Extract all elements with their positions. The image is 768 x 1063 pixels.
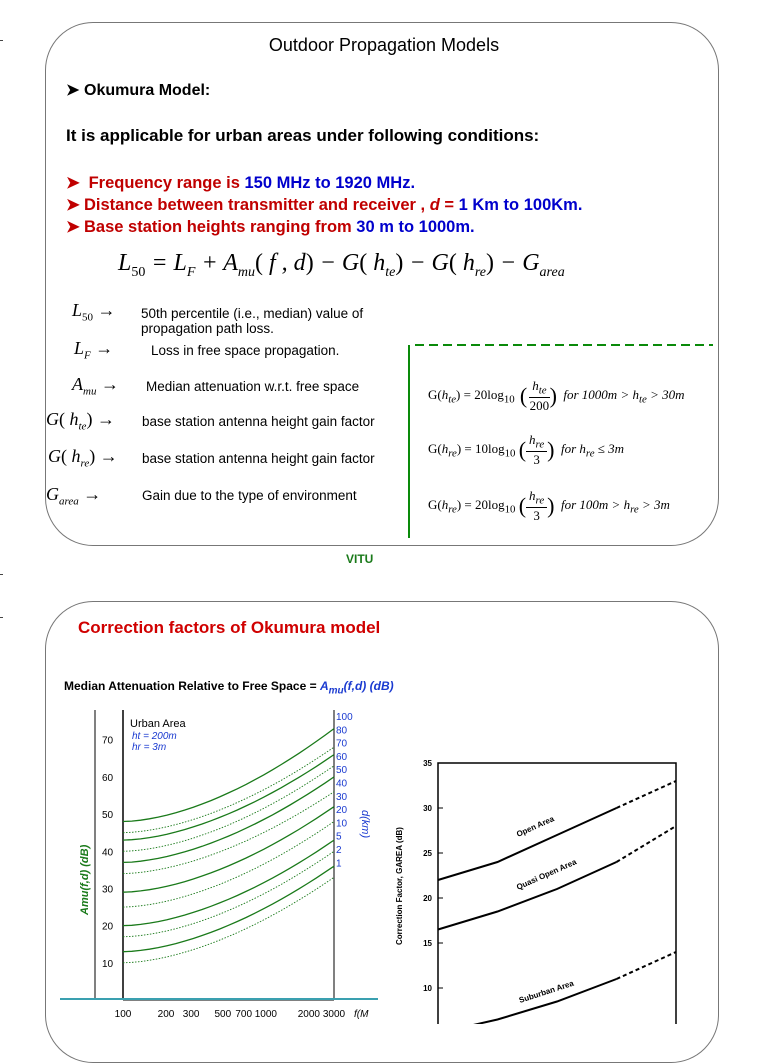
correction-curve-extrapolated (617, 781, 677, 808)
condition-label: Base station heights ranging from (84, 218, 357, 236)
formula-g-hre-low: $G(h_{re}) = 10\log_{10}$ ( $h_{re}$ 3 ) for $h_{re} \le 3m$ (428, 432, 625, 467)
condition-value: 150 MHz to 1920 MHz. (244, 174, 416, 192)
attenuation-curve-20km (123, 822, 334, 908)
median-attenuation-chart (60, 700, 378, 1024)
condition-value: 1 Km to 100Km. (458, 196, 583, 214)
y-axis-label: Correction Factor, GAREA (dB) (395, 827, 404, 945)
attenuation-curve-50km (123, 777, 334, 863)
definition-text: base station antenna height gain factor (142, 451, 375, 466)
y-tick-label: 35 (423, 759, 432, 768)
x-tick-label: 700 (235, 1009, 253, 1020)
attenuation-curve-1km (123, 877, 334, 963)
y-axis-label: Amu(f,d) (dB) (79, 844, 91, 915)
y-tick-label: 10 (102, 958, 114, 970)
legend-hr: hr = 3m (132, 742, 167, 753)
y-tick-label: 20 (423, 894, 432, 903)
attenuation-curve-2km (123, 866, 334, 952)
series-label-suburban: Suburban Area (517, 978, 575, 1005)
definition-row (44, 300, 414, 336)
correction-curve-open-area (438, 808, 617, 880)
y-tick-label: 70 (102, 735, 114, 747)
slide2-title: Correction factors of Okumura model (78, 618, 381, 637)
caption-symbol (319, 679, 394, 697)
y-tick-label: 15 (423, 939, 432, 948)
y2-axis-label: d(km) (359, 810, 371, 839)
bullet-arrow-icon: ➤ (66, 82, 80, 99)
definition-text: base station antenna height gain factor (142, 414, 375, 429)
condition-label: Frequency range is (84, 174, 245, 192)
legend-urban: Urban Area (130, 718, 186, 730)
formula-g-hte: $G(h_{te}) = 20\log_{10}$ ( $h_{te}$ 200 ) for $1000m > h_{te} > 30m$ (428, 378, 685, 413)
attenuation-curve-60km (123, 766, 334, 852)
definition-row (44, 338, 414, 364)
caption-symbol-sub: mu (328, 685, 344, 697)
edge-mark (0, 574, 3, 575)
y2-tick-label: 40 (336, 778, 348, 790)
attenuation-curve-80km (123, 747, 334, 833)
caption-text: Median Attenuation Relative to Free Space = (64, 679, 320, 693)
x-tick-label: 200 (157, 1009, 175, 1020)
slide-title: Outdoor Propagation Models (268, 35, 500, 55)
condition-distance (66, 194, 582, 216)
definition-row (44, 409, 414, 435)
y-tick-label: 30 (102, 884, 114, 896)
symbol-lf: $L_F$ → (74, 338, 114, 362)
bullet-arrow-icon: ➤ (66, 196, 80, 214)
attenuation-curve-5km (123, 851, 334, 937)
chart-caption (64, 679, 394, 696)
condition-value: 30 m to 1000m. (356, 218, 475, 236)
y-tick-label: 20 (102, 921, 114, 933)
y2-ticks-group (336, 712, 353, 869)
definition-row (44, 484, 414, 510)
symbol-l50: $L_{50}$ → (72, 300, 116, 324)
y2-tick-label: 30 (336, 791, 348, 803)
y-tick-label: 10 (423, 984, 432, 993)
series-label-open: Open Area (515, 814, 556, 839)
okumura-heading (66, 80, 210, 100)
y-tick-label: 50 (102, 810, 114, 822)
y2-tick-label: 70 (336, 738, 348, 750)
symbol-garea: $G_{area}$ → (46, 484, 102, 508)
condition-height (66, 216, 582, 238)
conditions-list (66, 172, 582, 238)
condition-frequency (66, 172, 582, 194)
attenuation-curve-30km (123, 807, 334, 893)
series-label-quasi: Quasi Open Area (515, 857, 578, 892)
x-tick-label: 3000 (322, 1009, 346, 1020)
caption-symbol-tail: (f,d) (dB) (343, 679, 394, 693)
y-tick-label: 60 (102, 772, 114, 784)
definition-text: Median attenuation w.r.t. free space (146, 379, 360, 394)
y-ticks-group (423, 759, 443, 993)
correction-curve-extrapolated (617, 826, 677, 862)
symbol-amu: $A_{mu}$ → (72, 374, 119, 398)
y-tick-label: 30 (423, 804, 432, 813)
definition-row (44, 374, 414, 400)
heading-text: Okumura Model: (84, 82, 211, 99)
y-tick-label: 40 (102, 847, 114, 859)
y2-tick-label: 5 (336, 831, 342, 843)
definition-text: Gain due to the type of environment (142, 488, 357, 503)
bullet-arrow-icon: ➤ (66, 174, 80, 192)
correction-curve-extrapolated (617, 952, 677, 979)
edge-mark (0, 617, 3, 618)
bullet-arrow-icon: ➤ (66, 218, 80, 236)
intro-text: It is applicable for urban areas under following conditions: (66, 126, 540, 145)
x-tick-label: 100 (114, 1009, 132, 1020)
y2-tick-label: 60 (336, 751, 348, 763)
x-axis-label: f(M (354, 1009, 369, 1020)
definition-text: Loss in free space propagation. (151, 343, 340, 358)
definition-row (44, 446, 414, 472)
x-tick-label: 1000 (254, 1009, 277, 1020)
path-loss-equation: $L_{50} = L_F + A_{mu}$( f , d) − G( $h_{te}) - G$( $h_{re}) - G_{area}$ (118, 250, 565, 280)
y2-tick-label: 1 (336, 858, 342, 870)
caption-symbol-main: A (319, 679, 329, 693)
y-ticks-group (102, 736, 114, 970)
legend-ht: ht = 200m (132, 731, 177, 742)
y-tick-label: 25 (423, 849, 432, 858)
condition-equals: = (439, 196, 459, 214)
y2-tick-label: 20 (336, 805, 348, 817)
condition-label: Distance between transmitter and receiver , (84, 196, 430, 214)
definition-text: 50th percentile (i.e., median) value of propagation path loss. (141, 306, 364, 336)
x-tick-label: 300 (182, 1009, 200, 1020)
attenuation-curve-10km (123, 840, 334, 926)
y2-tick-label: 80 (336, 725, 348, 737)
x-tick-label: 500 (214, 1009, 232, 1020)
symbol-g-hte: G( $h_{te}$) → (46, 409, 115, 433)
curves-group (123, 729, 334, 963)
y2-tick-label: 50 (336, 765, 348, 777)
formula-g-hre-high: $G(h_{re}) = 20\log_{10}$ ( $h_{re}$ 3 ) for $100m > h_{re} > 3m$ (428, 488, 670, 523)
footer-label: VITU (346, 552, 374, 566)
y2-tick-label: 100 (336, 712, 353, 723)
symbol-g-hre: G( $h_{re}$) → (48, 446, 118, 470)
y2-tick-label: 10 (336, 818, 348, 830)
condition-variable: d (429, 196, 440, 214)
x-ticks-group (115, 1009, 346, 1020)
y2-tick-label: 2 (336, 845, 342, 856)
x-tick-label: 2000 (297, 1009, 320, 1020)
correction-factor-chart (388, 745, 718, 1024)
